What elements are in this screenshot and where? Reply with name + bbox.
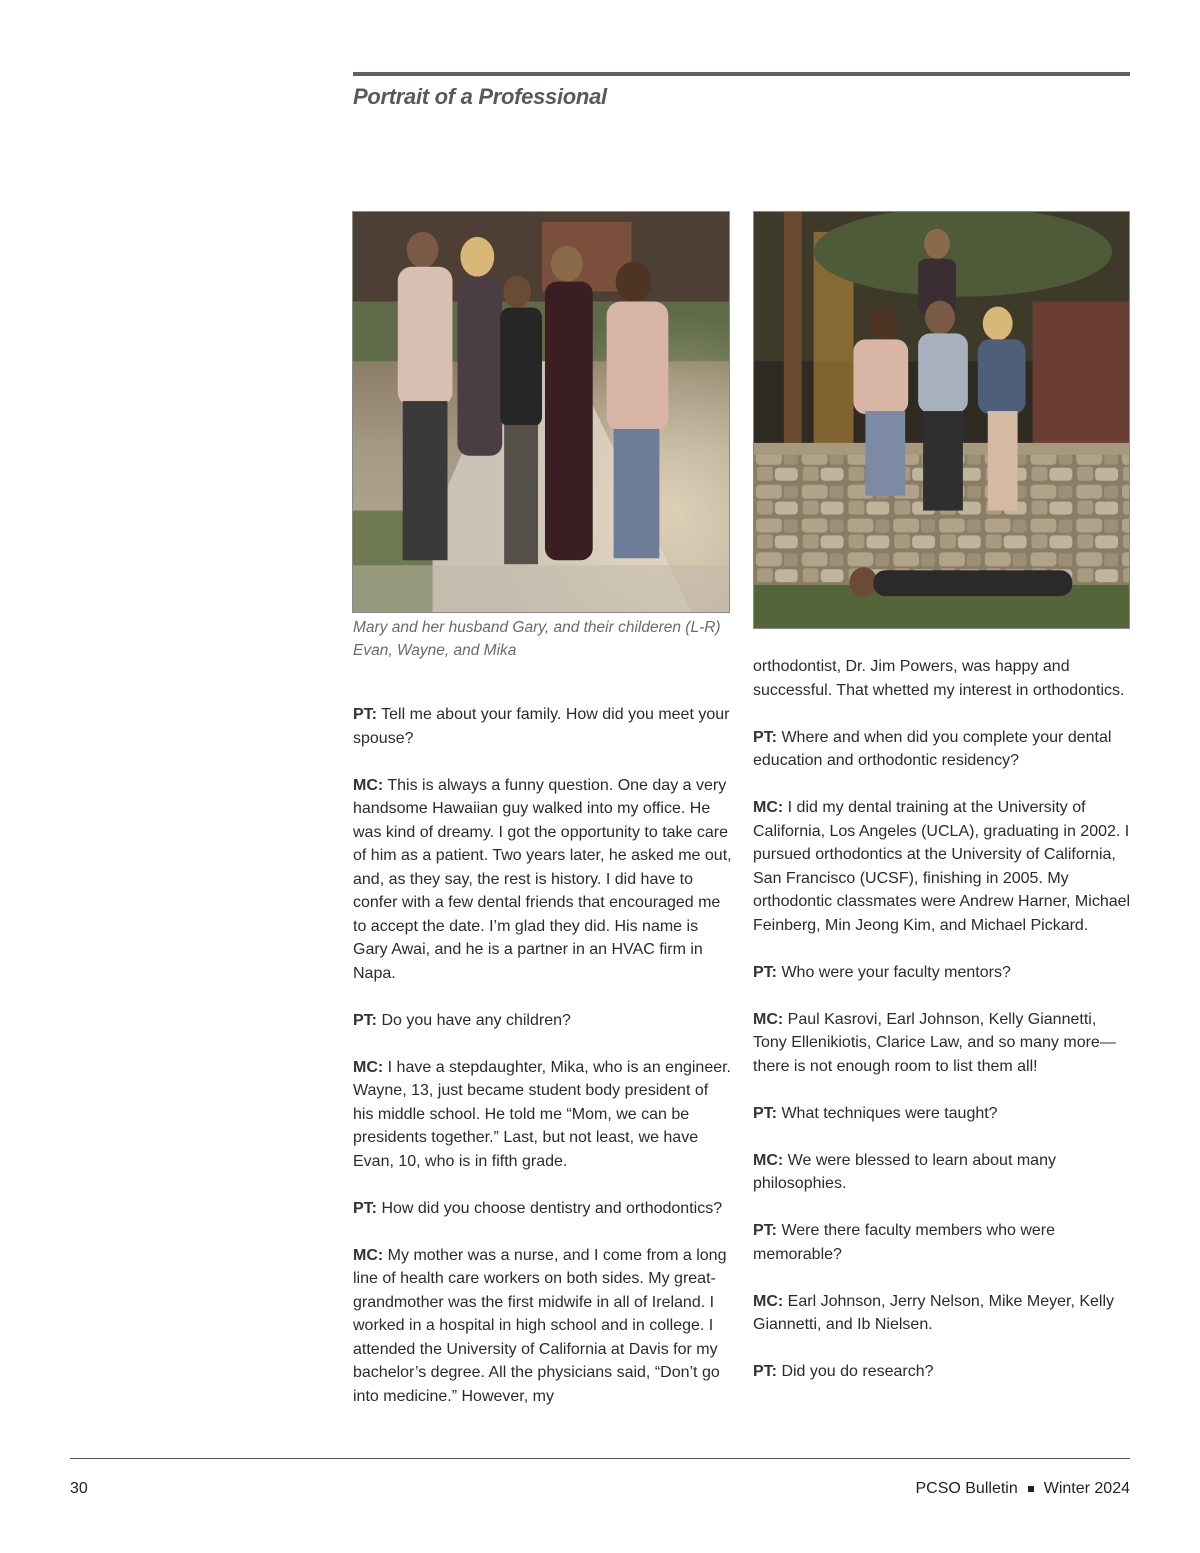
speaker-label: MC: [353, 776, 384, 794]
speaker-label: PT: [753, 1363, 777, 1380]
right-column [753, 655, 1133, 1384]
paragraph-text: What techniques were taught? [777, 1104, 998, 1122]
speaker-label: PT: [353, 1199, 377, 1217]
speaker-label: MC: [353, 1246, 384, 1264]
speaker-label: MC: [753, 1151, 784, 1169]
paragraph-text: I have a stepdaughter, Mika, who is an engineer. Wayne, 13, just became student body president of his middle school. He told me “Mom, we can be presidents together.” Last, but not least, we have Evan, 10, who is in fifth grade. [353, 1058, 731, 1170]
speaker-label: PT: [353, 1011, 377, 1029]
paragraph-text: I did my dental training at the University of California, Los Angeles (UCLA), graduating in 2002. I pursued orthodontics at the University of California, San Francisco (UCSF), finishing in 2005. My orthodontic classmates were Andrew Harner, Michael Feinberg, Min Jeong Kim, and Michael Pickard. [753, 799, 1131, 934]
speaker-label: MC: [753, 1292, 784, 1310]
paragraph-text: Earl Johnson, Jerry Nelson, Mike Meyer, Kelly Giannetti, and Ib Nielsen. [753, 1292, 1115, 1333]
issue-date: Winter 2024 [1043, 1480, 1130, 1497]
speaker-label: PT: [753, 963, 777, 981]
interview-paragraph [353, 1197, 733, 1221]
paragraph-text: Who were your faculty mentors? [777, 963, 1011, 981]
interview-paragraph [353, 1009, 733, 1033]
separator-square-icon [1028, 1486, 1034, 1492]
interview-paragraph [753, 1102, 1133, 1126]
page-number: 30 [70, 1480, 88, 1497]
interview-paragraph [753, 961, 1133, 985]
interview-paragraph [753, 796, 1133, 937]
paragraph-text: Tell me about your family. How did you meet your spouse? [353, 706, 730, 747]
interview-paragraph [753, 1219, 1133, 1266]
interview-paragraph [753, 1360, 1133, 1384]
interview-paragraph [753, 655, 1133, 702]
paragraph-text: orthodontist, Dr. Jim Powers, was happy and successful. That whetted my interest in orthodontics. [753, 658, 1125, 699]
interview-paragraph [753, 1290, 1133, 1337]
family-photo-standing [352, 211, 730, 613]
paragraph-text: Did you do research? [777, 1363, 934, 1380]
interview-paragraph [353, 703, 733, 750]
speaker-label: MC: [753, 799, 784, 816]
publication-name: PCSO Bulletin [915, 1480, 1018, 1497]
footer-rule [70, 1458, 1130, 1459]
interview-paragraph [353, 1056, 733, 1174]
left-column [353, 703, 733, 1408]
photo-caption: Mary and her husband Gary, and their childeren (L-R) Evan, Wayne, and Mika [353, 619, 721, 659]
speaker-label: PT: [753, 728, 777, 746]
speaker-label: PT: [753, 1222, 777, 1239]
paragraph-text: We were blessed to learn about many philosophies. [753, 1151, 1056, 1192]
family-photo-wall [753, 211, 1130, 629]
interview-paragraph [353, 1244, 733, 1409]
paragraph-text: Were there faculty members who were memorable? [753, 1222, 1056, 1263]
publication-info [915, 1480, 1130, 1498]
paragraph-text: My mother was a nurse, and I come from a long line of health care workers on both sides. My great-grandmother was the first midwife in all of Ireland. I worked in a hospital in high school and in college. I attended the University of California at Davis for my bachelor’s degree. All the physicians said, “Don’t go into medicine.” However, my [353, 1246, 727, 1405]
speaker-label: MC: [753, 1010, 784, 1028]
top-rule [353, 72, 1130, 76]
paragraph-text: This is always a funny question. One day a very handsome Hawaiian guy walked into my office. He was kind of dreamy. I got the opportunity to take care of him as a patient. Two years later, he asked me out, and, as they say, the rest is history. I did have to confer with a few dental friends that encouraged me to accept the date. I’m glad they did. His name is Gary Awai, and he is a partner in an HVAC firm in Napa. [353, 776, 732, 982]
paragraph-text: How did you choose dentistry and orthodontics? [377, 1199, 723, 1217]
interview-paragraph [753, 726, 1133, 773]
interview-paragraph [753, 1008, 1133, 1079]
interview-paragraph [353, 774, 733, 986]
speaker-label: PT: [353, 706, 377, 723]
paragraph-text: Where and when did you complete your dental education and orthodontic residency? [753, 728, 1112, 769]
paragraph-text: Paul Kasrovi, Earl Johnson, Kelly Giannetti, Tony Ellenikiotis, Clarice Law, and so many more—there is not enough room to list them all! [753, 1010, 1116, 1075]
interview-paragraph [753, 1149, 1133, 1196]
paragraph-text: Do you have any children? [377, 1011, 571, 1029]
speaker-label: PT: [753, 1104, 777, 1122]
section-title: Portrait of a Professional [353, 84, 607, 109]
speaker-label: MC: [353, 1058, 384, 1076]
